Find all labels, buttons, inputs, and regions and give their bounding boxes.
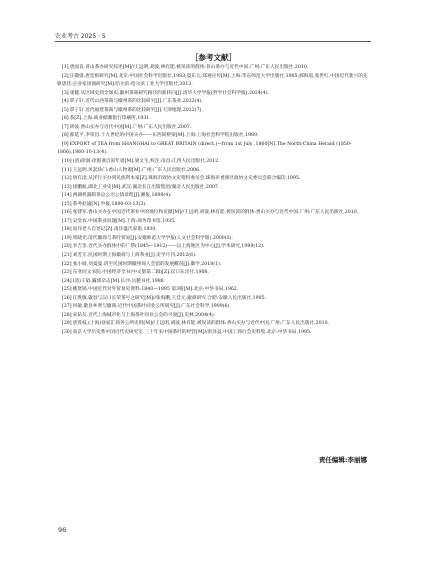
reference-text: 胡波.香山买办与近代中国[M].广州:广东人民出版社,2007. xyxy=(69,124,192,130)
reference-item xyxy=(57,184,371,193)
reference-number: [8] xyxy=(62,133,69,139)
reference-item xyxy=(57,141,371,158)
reference-item xyxy=(57,192,371,201)
reference-item xyxy=(57,64,371,73)
reference-number: [13] xyxy=(62,184,72,190)
header-rule xyxy=(55,41,371,42)
reference-text: EXPORT of TEA from SHANGHAI to GREAT BRITAIN (direct,)—from 1st July ,1860[N].The North-China Herald (1850-1866),1860-10-13(4). xyxy=(57,141,352,156)
reference-item xyxy=(57,243,371,252)
reference-number: [2] xyxy=(62,73,69,79)
reference-text: 南洋老人自述记[Z].南洋盛氏家谱,1930. xyxy=(72,227,157,233)
reference-item xyxy=(57,312,371,321)
reference-text: (清)王韬.瀛壖杂志[M].长沙:岳麓书社,1988. xyxy=(72,278,166,284)
reference-number: [1] xyxy=(62,65,69,70)
reference-number: [15] xyxy=(62,201,72,207)
reference-item xyxy=(57,175,371,184)
reference-item xyxy=(57,73,371,90)
reference-text: 唐国良.普山茶办研究综述[M]//王远明,胡波,林有能.被误读的群体:普山茶办与近代中国.广州:广东人民出版社,2010. xyxy=(69,65,309,70)
reference-text: 康健.从区域史到全球史:徽州茶商研究路径的新转向[J].清华大学学报(哲学社会科学版),2024(4). xyxy=(69,90,270,96)
reference-text: 茶务掂谕[N].申报,1890-03-13(2). xyxy=(72,201,147,207)
reference-text: 徐鹏航.湖北工业史[M].武汉:湖北长江出版集团/湖北人民出版社,2007. xyxy=(72,184,220,190)
reference-text: 茶[Z].上海:商业储蓄银行印刷所,1931. xyxy=(69,116,151,122)
reference-text: 姚贤镐.中国近代对外贸易史资料:1840—1895 第3册[M].北京:中华书局,1962. xyxy=(72,287,239,293)
reference-text: 宋钻友.近代上海城市化与上海茶叶同业公会的兴衰[J].史林,2004(4). xyxy=(72,312,216,318)
reference-number: [30] xyxy=(62,329,72,335)
section-title: ［参考文献］ xyxy=(191,53,236,62)
reference-number: [6] xyxy=(62,116,69,122)
reference-number: [25] xyxy=(62,287,72,293)
reference-item xyxy=(57,201,371,210)
reference-item xyxy=(57,329,371,338)
reference-number: [14] xyxy=(62,193,72,199)
reference-text: 江胜敏.歙县与汉口长荣茶号之研究[M]//张海鹏,王廷元.徽商研究.合肥:安徽人民出版社,1995. xyxy=(72,295,267,301)
reference-text: 刘芳正.民国时期上海徽商与上海茶业[J].史学月刊,2012(6). xyxy=(72,253,197,259)
reference-text: 张建军.香山买办在中国近代茶业中的地位和贡献[M]//王远明,胡波,林有能.被误读的群体:香山买办与近代中国.广州:广东人民出版社,2010. xyxy=(72,210,359,216)
reference-item xyxy=(57,303,371,312)
reference-item xyxy=(57,286,371,295)
reference-number: [28] xyxy=(62,312,72,318)
reference-text: 汪敬虞.唐廷枢研究[M].北京:中国社会科学出版社,1983;夏东元.郑观应传[M].上海:华东师范大学出版社,1985;郝海道,张世红.中国近代新兴的先驱唐廷:企业家徐润研究[M].哈尔滨:哈尔滨工业大学出版社,2013. xyxy=(57,73,368,88)
reference-number: [23] xyxy=(62,270,72,276)
reference-text: 周晓光.清代徽商与茶叶贸易[J].安徽师范大学学报(人文社会科学版),2000(3). xyxy=(72,235,233,241)
reference-number: [22] xyxy=(62,261,72,267)
reference-item xyxy=(57,98,371,107)
reference-number: [4] xyxy=(62,99,69,105)
reference-number: [29] xyxy=(62,321,72,327)
reference-item xyxy=(57,226,371,235)
responsible-editor: 责任编辑:李丽娜 xyxy=(318,456,367,464)
reference-item xyxy=(57,167,371,176)
reference-item xyxy=(57,278,371,287)
reference-text: 覃子轩.近代福建茶商与徽州茶的比较研究[J].天津地理,2022(7). xyxy=(69,107,203,113)
reference-item xyxy=(57,132,371,141)
reference-item xyxy=(57,261,371,270)
reference-number: [5] xyxy=(62,107,69,113)
reference-item xyxy=(57,235,371,244)
reference-item xyxy=(57,269,371,278)
reference-number: [16] xyxy=(62,210,72,216)
reference-item xyxy=(57,115,371,124)
reference-number: [18] xyxy=(62,227,72,233)
reference-text: 何敏.歙县乡贤与徽商:近代中国茶叶同业公所研究[J].广东社会科学,1999(6). xyxy=(72,304,231,310)
reference-number: [7] xyxy=(62,124,69,130)
reference-number: [11] xyxy=(62,167,72,173)
reference-number: [24] xyxy=(62,278,72,284)
reference-item xyxy=(57,209,371,218)
reference-item xyxy=(57,107,371,116)
reference-item xyxy=(57,252,371,261)
reference-list xyxy=(57,64,371,338)
reference-text: (清)徐润.徐愚斋自叙年谱[M].梁文生,校注.南昌:江西人民出版社,2012. xyxy=(72,159,220,165)
reference-number: [20] xyxy=(62,244,72,250)
reference-item xyxy=(57,158,371,167)
reference-item xyxy=(57,295,371,304)
reference-number: [3] xyxy=(62,90,69,96)
reference-text: 唐有淦.从洋行买办到民族资本家[Z].珠海市政协文史资料委员会,珠海市香洲区政协文史委员会联合编印,1995. xyxy=(72,176,301,182)
reference-number: [12] xyxy=(62,176,72,182)
reference-number: [27] xyxy=(62,304,72,310)
running-header: 农业考古 2025 · 5 xyxy=(55,33,106,40)
reference-text: 南京大学历史系中国近代史研究室.三十年来中国茶叶的经营[M]//彭泽益.中国工商行会史料集.北京:中华书局,1995. xyxy=(72,329,312,335)
reference-item xyxy=(57,320,371,329)
page-number: 96 xyxy=(58,526,67,534)
reference-number: [17] xyxy=(62,218,72,224)
reference-item xyxy=(57,90,371,99)
reference-number: [10] xyxy=(62,159,72,165)
reference-number: [21] xyxy=(62,253,72,259)
reference-text: 吴觉农.中国茶业问题[M].上海:商务印书馆,1935. xyxy=(72,218,176,224)
reference-text: 覃子轩.近代山西茶商与徽州茶的比较研究[J].广东茶业,2022(4). xyxy=(69,99,203,105)
reference-text: 李吉奎.近代买办群体中的广帮(1845—1912)——以上海地区为中心[J].学术研究,1999(12). xyxy=(72,244,265,250)
reference-text: 两湖机器制茶总公司公债章程[J].湘报,1898(4). xyxy=(72,193,172,199)
reference-text: 东亚同文书院.中国经济全书(中文版第二辑)[Z].汉口东洋社,1908. xyxy=(72,270,209,276)
reference-number: [19] xyxy=(62,235,72,241)
reference-text: 唐莲枝.(上海)徐家汇商务公所史料[M]//王远明,胡波,林有能.被误读的群体:香山买办与近代中国.广州:广东人民出版社,2010. xyxy=(72,321,330,327)
reference-item xyxy=(57,124,371,133)
reference-text: 王远明.风起珍门:香山人物谱[M].广州:广东人民出版社,2006. xyxy=(72,167,201,173)
reference-text: 张小坡,刘曼曼.清至民国时期徽州商人会馆的发展概况[J].徽学,2018(1). xyxy=(72,261,222,267)
reference-number: [9] xyxy=(62,141,69,147)
reference-text: 郝延平,李荣昌.十九世纪的中国买办——东西间桥梁[M].上海:上海社会科学院出版社,1989. xyxy=(69,133,259,139)
reference-item xyxy=(57,218,371,227)
reference-number: [26] xyxy=(62,295,72,301)
